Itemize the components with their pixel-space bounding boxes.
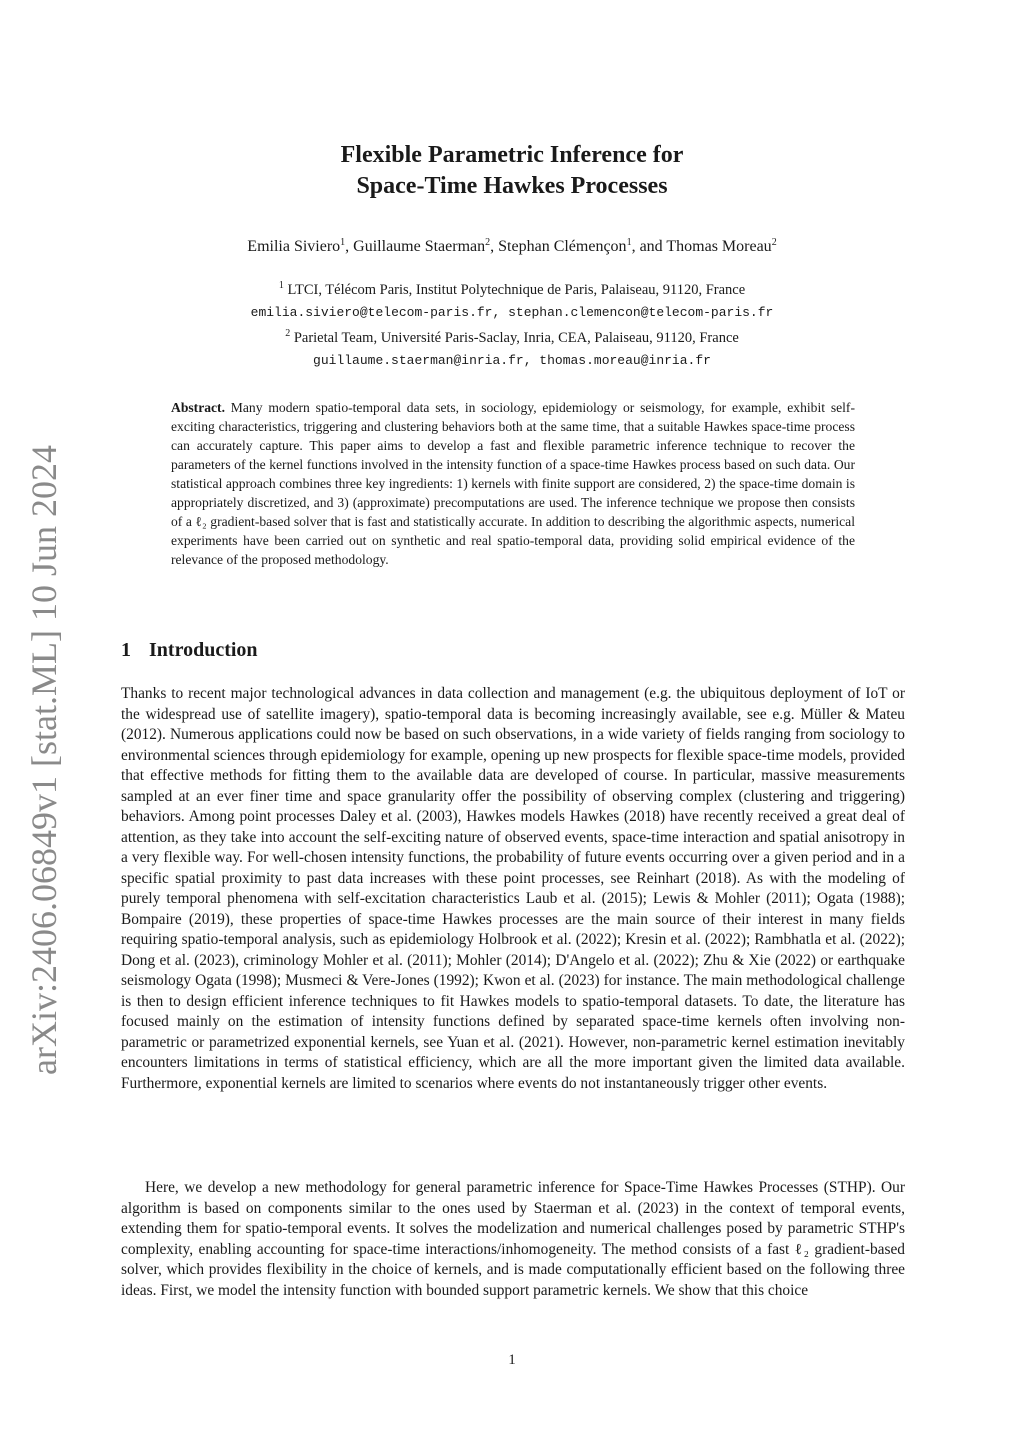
author-affil-mark: 1 [340, 237, 346, 248]
author-affil-mark: 1 [626, 237, 632, 248]
author-affil-mark: 2 [485, 237, 491, 248]
affiliation-text: LTCI, Télécom Paris, Institut Polytechnique de Paris, Palaiseau, 91120, France [287, 282, 746, 298]
affiliation [0, 275, 1024, 302]
affiliation [0, 323, 1024, 350]
section-title: Introduction [149, 639, 258, 661]
author-name: Thomas Moreau [666, 238, 772, 255]
email-link[interactable]: guillaume.staerman@inria.fr [313, 352, 524, 368]
abstract-text: Many modern spatio-temporal data sets, in sociology, epidemiology or seismology, for example, exhibit self-exciting characteristics, triggering and clustering behaviors both at the same time, that a suitable Hawkes space-time process can accurately capture. This paper aims to develop a fast and flexible parametric inference technique to recover the parameters of the kernel functions involved in the intensity function of a space-time Hawkes process based on such data. Our statistical approach combines three key ingredients: 1) kernels with finite support are considered, 2) the space-time domain is appropriately discretized, and 3) (approximate) precomputations are used. The inference technique we propose then consists of a ℓ₂ gradient-based solver that is fast and statistically accurate. In addition to describing the algorithmic aspects, numerical experiments have been carried out on synthetic and real spatio-temporal data, providing solid empirical evidence of the relevance of the proposed methodology. [171, 400, 855, 567]
affiliation-emails: guillaume.staerman@inria.fr, thomas.moreau@inria.fr [313, 352, 711, 368]
body-paragraph: Here, we develop a new methodology for general parametric inference for Space-Time Hawkes Processes (STHP). Our algorithm is based on components similar to the ones used by Staerman et al. (2023) in the context of temporal events, extending them for spatio-temporal events. It solves the modelization and numerical challenges posed by parametric STHP's complexity, enabling accounting for space-time interactions/inhomogeneity. The method consists of a fast ℓ₂ gradient-based solver, which provides flexibility in the choice of kernels, and is made computationally efficient based on the following three ideas. First, we model the intensity function with bounded support parametric kernels. We show that this choice [121, 1179, 905, 1299]
section-number: 1 [121, 639, 131, 661]
author-affil-mark: 2 [771, 237, 777, 248]
body-paragraph: Thanks to recent major technological advances in data collection and management (e.g. the ubiquitous deployment of IoT or the widespread use of satellite imagery), spatio-temporal data is becoming increasingly available, see e.g. Müller & Mateu (2012). Numerous applications could now be based on such observations, in a wide variety of fields ranging from sociology to environmental sciences through epidemiology for example, opening up new prospects for flexible space-time models, provided that effective methods for fitting them to the available data are developed of course. In particular, massive measurements sampled at an ever finer time and space granularity offer the possibility of observing complex (clustering and triggering) behaviors. Among point processes Daley et al. (2003), Hawkes models Hawkes (2018) have recently received a great deal of attention, as they take into account the self-exciting nature of observed events, space-time interaction and spatial anisotropy in a very flexible way. For well-chosen intensity functions, the probability of future events occurring over a given period and in a specific spatial proximity to past data increases with these point processes, see Reinhart (2018). As with the modeling of purely temporal phenomena with self-excitation characteristics Laub et al. (2015); Lewis & Mohler (2011); Ogata (1988); Bompaire (2019), these properties of space-time Hawkes processes are the main source of their interest in many fields requiring spatio-temporal analysis, such as epidemiology Holbrook et al. (2022); Kresin et al. (2022); Rambhatla et al. (2022); Dong et al. (2023), criminology Mohler et al. (2011); Mohler (2014); D'Angelo et al. (2022); Zhu & Xie (2022) or earthquake seismology Ogata (1998); Musmeci & Vere-Jones (1992); Kwon et al. (2023) for instance. The main methodological challenge is then to design efficient inference techniques to fit Hawkes models to spatio-temporal datasets. To date, the literature has focused mainly on the estimation of intensity functions defined by separated space-time kernels often involving non-parametric or parametrized exponential kernels, see Yuan et al. (2021). However, non-parametric kernel estimation inevitably encounters limitations in terms of statistical efficiency, which are all the more important given the limited data available. Furthermore, exponential kernels are limited to scenarios where events do not instantaneously trigger other events. [121, 685, 905, 1092]
title-line-2: Space-Time Hawkes Processes [356, 173, 668, 199]
section-heading [121, 639, 258, 662]
title-line-1: Flexible Parametric Inference for [340, 142, 684, 168]
paper-title [0, 140, 1024, 202]
author-name: Emilia Siviero [247, 238, 341, 255]
author-name: Guillaume Staerman [353, 238, 486, 255]
email-link[interactable]: thomas.moreau@inria.fr [539, 352, 711, 368]
arxiv-identifier: arXiv:2406.06849v1 [stat.ML] 10 Jun 2024 [24, 445, 64, 1075]
affiliation-number: 1 [278, 280, 284, 291]
email-link[interactable]: emilia.siviero@telecom-paris.fr [250, 304, 493, 320]
affiliations [0, 275, 1024, 371]
affiliation-emails: emilia.siviero@telecom-paris.fr, stephan.clemencon@telecom-paris.fr [250, 304, 774, 320]
affiliation-number: 2 [285, 328, 291, 339]
email-link[interactable]: stephan.clemencon@telecom-paris.fr [508, 304, 774, 320]
arxiv-sidebar [14, 440, 74, 1080]
affiliation-text: Parietal Team, Université Paris-Saclay, Inria, CEA, Palaiseau, 91120, France [293, 330, 739, 346]
abstract-label: Abstract. [171, 400, 225, 415]
author-name: Stephan Clémençon [498, 238, 627, 255]
abstract [171, 398, 855, 569]
page-number: 1 [508, 1352, 516, 1368]
author-list: Emilia Siviero$^1$, Guillaume Staerman$^2$, Stephan Clémençon$^1$, and Thomas Moreau$^2$ [247, 237, 777, 255]
